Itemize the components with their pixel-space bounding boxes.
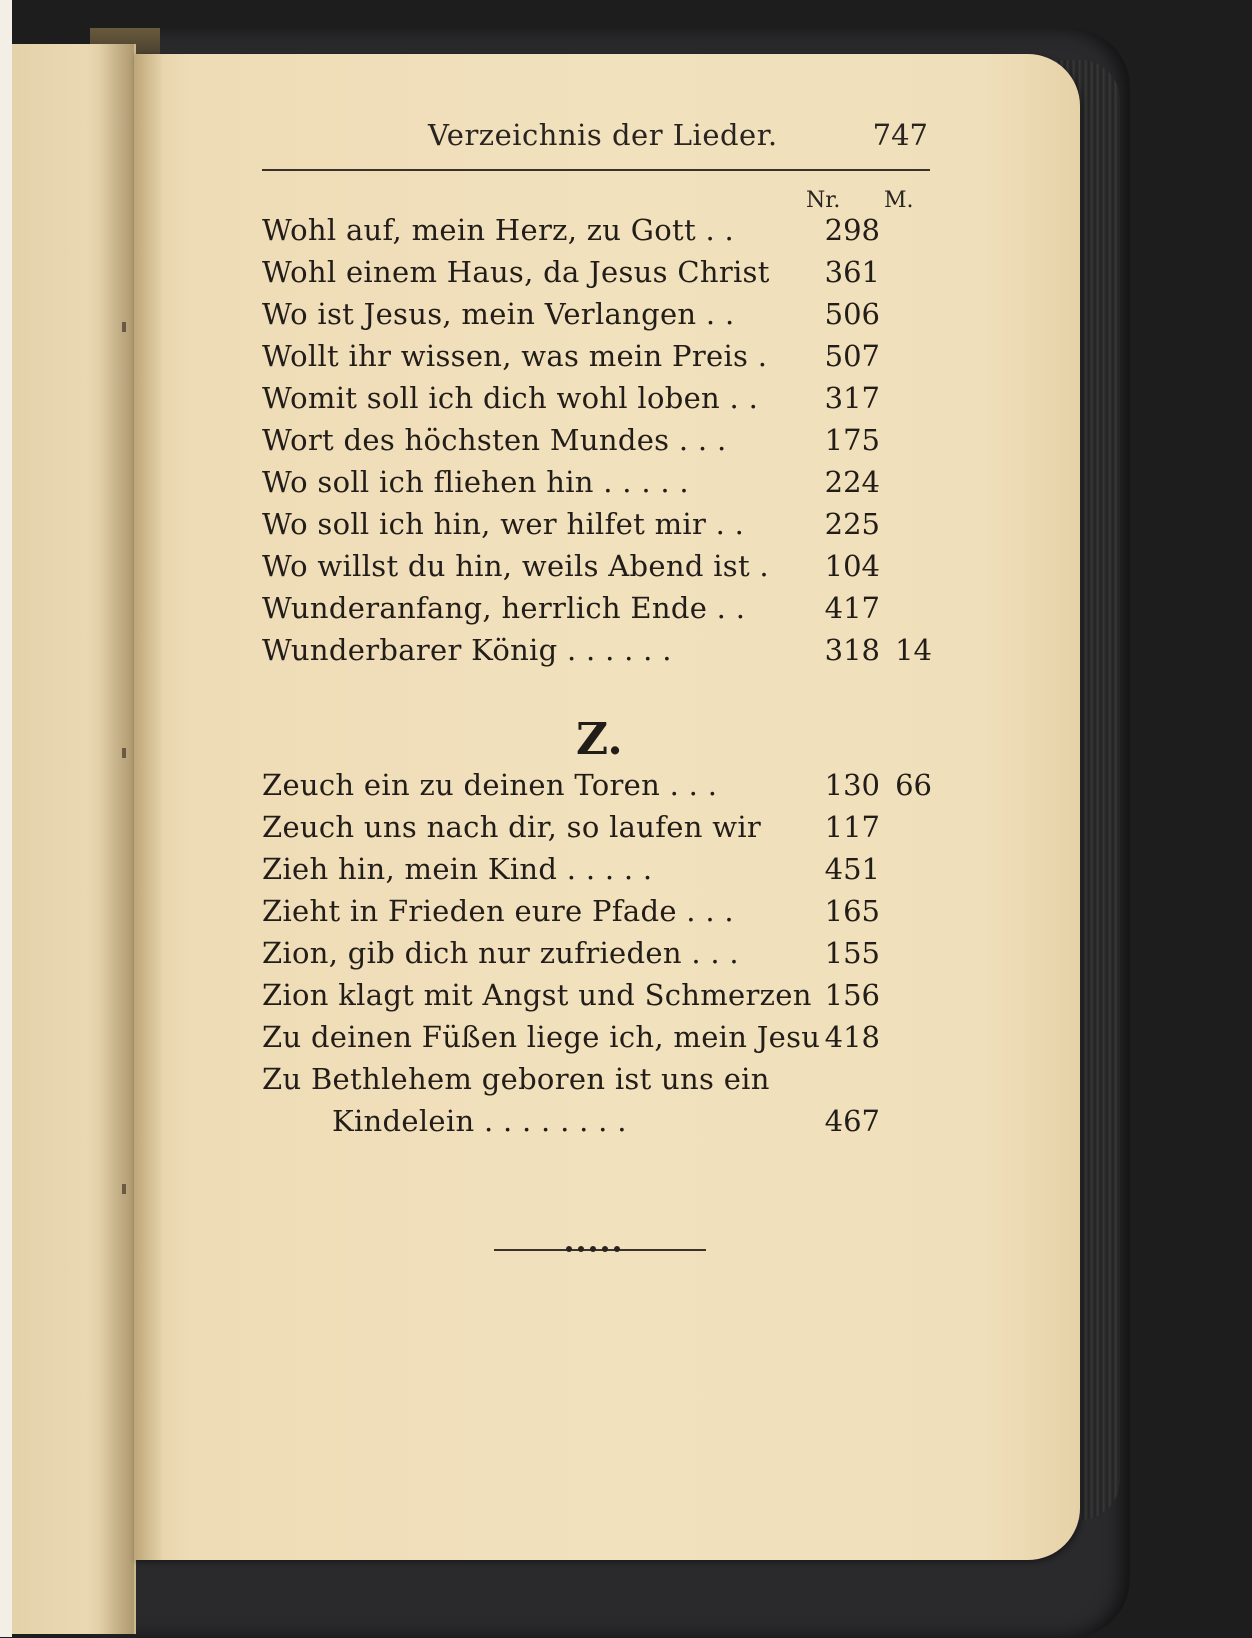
entry-melody: 66 [895,768,932,802]
entry-number: 507 [824,339,880,373]
entry-title: Wollt ihr wissen, was mein Preis . [262,339,768,373]
binding-thread [122,748,126,758]
index-entry [262,336,942,376]
gutter-shadow [134,54,164,1560]
entry-title: Wo ist Jesus, mein Verlangen . . [262,297,735,331]
scan-margin [0,0,12,1637]
index-entry [262,252,942,292]
index-entry [262,294,942,334]
entry-title: Wo willst du hin, weils Abend ist . [262,549,769,583]
entry-title: Wunderanfang, herrlich Ende . . [262,591,746,625]
end-ornament [494,1248,706,1252]
entry-title: Wohl auf, mein Herz, zu Gott . . [262,213,735,247]
entry-title: Wo soll ich hin, wer hilfet mir . . [262,507,745,541]
entry-number: 117 [824,810,880,844]
entry-number: 130 [824,768,880,802]
index-entry-continuation [262,1101,942,1141]
entry-number: 361 [824,255,880,289]
index-entry [262,210,942,250]
index-entry [262,1017,942,1057]
entry-number: 317 [824,381,880,415]
entry-number: 418 [824,1020,880,1054]
entry-number: 467 [824,1104,880,1138]
entry-title: Zeuch uns nach dir, so laufen wir [262,810,762,844]
ornament-line [494,1249,706,1251]
entry-number: 451 [824,852,880,886]
entry-title: Zieht in Frieden eure Pfade . . . [262,894,734,928]
entry-number: 165 [824,894,880,928]
entry-title: Womit soll ich dich wohl loben . . [262,381,759,415]
entry-title: Zu deinen Füßen liege ich, mein Jesu [262,1020,821,1054]
ornament-dot [578,1246,584,1252]
entry-number: 298 [824,213,880,247]
index-entry [262,420,942,460]
entry-number: 155 [824,936,880,970]
index-entry [262,1059,942,1099]
ornament-dot [590,1246,596,1252]
entry-number: 506 [824,297,880,331]
entry-title: Zieh hin, mein Kind . . . . . [262,852,653,886]
section-letter: Z. [576,714,623,765]
entry-title: Zu Bethlehem geboren ist uns ein [262,1062,770,1096]
entry-title: Zeuch ein zu deinen Toren . . . [262,768,718,802]
index-entry [262,933,942,973]
index-entry [262,462,942,502]
header-title: Verzeichnis der Lieder. [428,118,778,152]
binding-thread [122,322,126,332]
binding-thread [122,1184,126,1194]
entry-title: Wort des höchsten Mundes . . . [262,423,727,457]
index-entry [262,807,942,847]
ornament-dot [566,1246,572,1252]
index-entry [262,849,942,889]
entry-title: Wo soll ich fliehen hin . . . . . [262,465,689,499]
entry-number: 225 [824,507,880,541]
entry-title: Zion, gib dich nur zufrieden . . . [262,936,739,970]
left-page-shadow [100,44,134,1634]
index-entry [262,975,942,1015]
entry-title: Wohl einem Haus, da Jesus Christ [262,255,770,289]
index-entry [262,588,942,628]
index-entry [262,891,942,931]
entry-number: 417 [824,591,880,625]
index-entry [262,378,942,418]
ornament-dot [602,1246,608,1252]
header-rule [262,169,930,171]
entry-number: 318 [824,633,880,667]
running-header [262,118,928,158]
index-entry [262,504,942,544]
entry-title: Kindelein . . . . . . . . [332,1104,627,1138]
entry-melody: 14 [895,633,932,667]
entry-number: 224 [824,465,880,499]
entry-title: Wunderbarer König . . . . . . [262,633,672,667]
column-header-m: M. [884,188,914,213]
entry-number: 175 [824,423,880,457]
ornament-dot [614,1246,620,1252]
index-entry [262,630,942,670]
entry-number: 104 [824,549,880,583]
index-entry [262,546,942,586]
index-entry [262,765,942,805]
entry-number: 156 [824,978,880,1012]
column-header-nr: Nr. [806,188,841,213]
entry-title: Zion klagt mit Angst und Schmerzen [262,978,812,1012]
page-number: 747 [872,118,928,152]
